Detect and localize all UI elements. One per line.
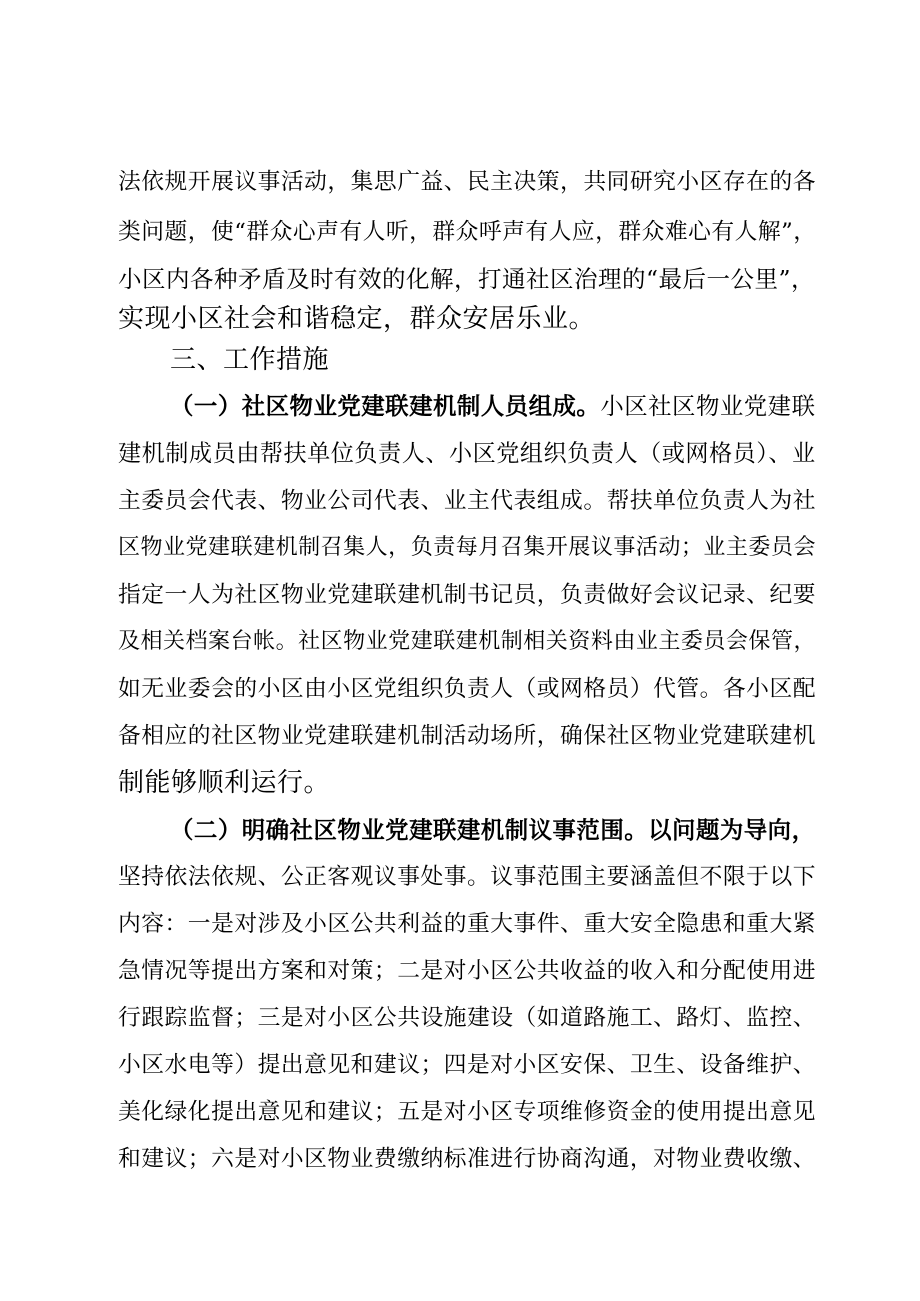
paragraph-2-line-6: 及相关档案台帐。社区物业党建联建机制相关资料由业主委员会保管， xyxy=(118,629,816,654)
paragraph-1-line-2: 类问题，使“群众心声有人听，群众呼声有人应，群众难心有人解”， xyxy=(118,219,817,245)
paragraph-3-line-4: 急情况等提出方案和对策；二是对小区公共收益的收入和分配使用进 xyxy=(118,958,816,984)
paragraph-3-line-5: 行跟踪监督；三是对小区公共设施建设（如道路施工、路灯、监控、 xyxy=(118,1005,816,1031)
paragraph-1-line-4: 实现小区社会和谐稳定，群众安居乐业。 xyxy=(118,304,596,334)
paragraph-3-first-line-text: 以问题为导向， xyxy=(648,816,816,844)
paragraph-2-line-3: 主委员会代表、物业公司代表、业主代表组成。帮扶单位负责人为社 xyxy=(118,488,816,514)
paragraph-2-line-5: 指定一人为社区物业党建联建机制书记员，负责做好会议记录、纪要 xyxy=(118,582,816,608)
paragraph-3-line-8: 和建议；六是对小区物业费缴纳标准进行协商沟通，对物业费收缴、 xyxy=(118,1146,816,1172)
paragraph-3-line-3: 内容：一是对涉及小区公共利益的重大事件、重大安全隐患和重大紧 xyxy=(118,911,816,937)
paragraph-2-line-9: 制能够顺利运行。 xyxy=(118,768,331,798)
paragraph-3-line-6: 小区水电等）提出意见和建议；四是对小区安保、卫生、设备维护、 xyxy=(118,1052,816,1078)
paragraph-2-line-2: 建机制成员由帮扶单位负责人、小区党组织负责人（或网格员）、业 xyxy=(118,441,816,467)
paragraph-2-line-1 xyxy=(170,386,818,426)
paragraph-3-line-2: 坚持依法依规、公正客观议事处事。议事范围主要涵盖但不限于以下 xyxy=(118,864,816,890)
paragraph-3-heading: （二）明确社区物业党建联建机制议事范围。 xyxy=(170,816,649,844)
paragraph-2-heading: （一）社区物业党建联建机制人员组成。 xyxy=(170,392,601,420)
paragraph-2-first-line-text: 小区社区物业党建联 xyxy=(600,392,816,420)
paragraph-3-line-1 xyxy=(170,810,818,850)
section-heading: 三、工作措施 xyxy=(170,345,330,375)
paragraph-1-line-1: 法依规开展议事活动，集思广益、民主决策，共同研究小区存在的各 xyxy=(118,169,816,195)
paragraph-3-line-7: 美化绿化提出意见和建议；五是对小区专项维修资金的使用提出意见 xyxy=(118,1099,816,1125)
paragraph-2-line-8: 备相应的社区物业党建联建机制活动场所，确保社区物业党建联建机 xyxy=(118,723,816,749)
paragraph-2-line-7: 如无业委会的小区由小区党组织负责人（或网格员）代管。各小区配 xyxy=(118,676,816,702)
paragraph-2-line-4: 区物业党建联建机制召集人，负责每月召集开展议事活动；业主委员会 xyxy=(118,535,816,560)
paragraph-1-line-3: 小区内各种矛盾及时有效的化解，打通社区治理的“最后一公里”， xyxy=(118,265,816,293)
